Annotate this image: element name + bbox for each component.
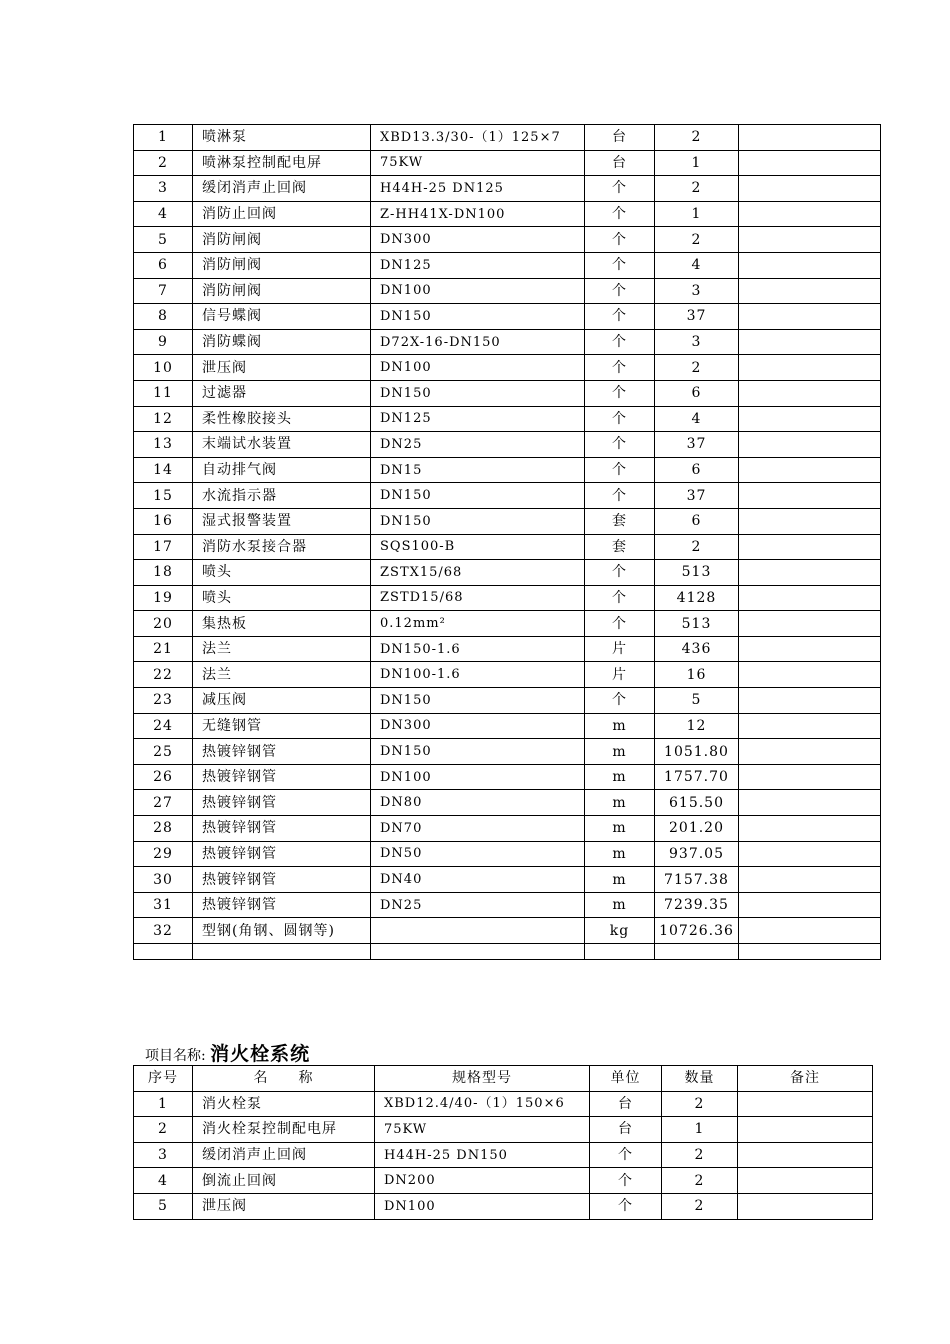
- cell-seq: 2: [134, 1117, 193, 1143]
- cell-seq: 10: [134, 355, 193, 381]
- cell-note: [739, 483, 881, 509]
- cell-unit: 个: [585, 380, 655, 406]
- cell-qty: 4: [655, 406, 739, 432]
- cell-seq: 4: [134, 201, 193, 227]
- cell-qty: 1: [655, 201, 739, 227]
- cell-qty: 37: [655, 483, 739, 509]
- cell-qty: 615.50: [655, 790, 739, 816]
- table-row: [134, 918, 881, 944]
- cell-spec: DN300: [371, 713, 585, 739]
- cell-note: [738, 1193, 873, 1219]
- cell-name: 喷淋泵: [193, 125, 371, 151]
- cell-spec: DN100: [371, 278, 585, 304]
- cell-spec: Z-HH41X-DN100: [371, 201, 585, 227]
- cell-note: [739, 406, 881, 432]
- cell-spec: DN150: [371, 304, 585, 330]
- cell-qty: 2: [655, 125, 739, 151]
- cell-note: [739, 662, 881, 688]
- cell-qty: 10726.36: [655, 918, 739, 944]
- cell-qty: 513: [655, 560, 739, 586]
- table-row: [134, 1117, 873, 1143]
- sprinkler-table-body: [134, 125, 881, 960]
- cell-spec: DN25: [371, 432, 585, 458]
- cell-unit: 个: [585, 406, 655, 432]
- cell-note: [739, 892, 881, 918]
- cell-note: [738, 1117, 873, 1143]
- cell-qty: 5: [655, 688, 739, 714]
- cell-name: 消防闸阀: [193, 227, 371, 253]
- cell-seq: 26: [134, 764, 193, 790]
- cell-name: 减压阀: [193, 688, 371, 714]
- table-row: [134, 125, 881, 151]
- cell-unit: 个: [585, 483, 655, 509]
- cell-qty: 3: [655, 278, 739, 304]
- cell-qty: [655, 944, 739, 960]
- cell-unit: 个: [585, 611, 655, 637]
- cell-qty: 6: [655, 508, 739, 534]
- cell-seq: 30: [134, 867, 193, 893]
- cell-seq: 12: [134, 406, 193, 432]
- table-row: [134, 508, 881, 534]
- cell-qty: 1: [662, 1117, 738, 1143]
- cell-qty: 2: [655, 176, 739, 202]
- cell-unit: m: [585, 841, 655, 867]
- cell-note: [739, 764, 881, 790]
- hydrant-table-body: [134, 1091, 873, 1219]
- cell-qty: 4128: [655, 585, 739, 611]
- header-seq: 序号: [134, 1066, 193, 1092]
- cell-note: [739, 585, 881, 611]
- cell-name: 喷头: [193, 585, 371, 611]
- cell-unit: 个: [585, 176, 655, 202]
- sprinkler-equipment-table: [133, 124, 881, 960]
- cell-qty: 2: [655, 227, 739, 253]
- cell-spec: SQS100-B: [371, 534, 585, 560]
- cell-qty: 1757.70: [655, 764, 739, 790]
- cell-name: 消火栓泵控制配电屏: [193, 1117, 375, 1143]
- table-row: [134, 483, 881, 509]
- table-row: [134, 304, 881, 330]
- cell-seq: 5: [134, 1193, 193, 1219]
- cell-spec: DN150-1.6: [371, 636, 585, 662]
- cell-qty: 201.20: [655, 816, 739, 842]
- cell-spec: DN150: [371, 483, 585, 509]
- table-row: [134, 1168, 873, 1194]
- cell-unit: 个: [585, 304, 655, 330]
- cell-spec: H44H-25 DN125: [371, 176, 585, 202]
- table-row: [134, 227, 881, 253]
- cell-note: [739, 252, 881, 278]
- cell-seq: 24: [134, 713, 193, 739]
- cell-note: [739, 176, 881, 202]
- cell-unit: 台: [585, 150, 655, 176]
- cell-spec: [371, 944, 585, 960]
- cell-spec: DN100-1.6: [371, 662, 585, 688]
- cell-spec: ZSTX15/68: [371, 560, 585, 586]
- cell-unit: m: [585, 892, 655, 918]
- cell-seq: 18: [134, 560, 193, 586]
- table-row: [134, 534, 881, 560]
- cell-qty: 513: [655, 611, 739, 637]
- cell-spec: 75KW: [371, 150, 585, 176]
- cell-qty: 2: [655, 355, 739, 381]
- cell-name: 湿式报警装置: [193, 508, 371, 534]
- cell-unit: 个: [590, 1193, 662, 1219]
- cell-name: 喷淋泵控制配电屏: [193, 150, 371, 176]
- hydrant-equipment-table: [133, 1065, 873, 1220]
- cell-name: 喷头: [193, 560, 371, 586]
- cell-qty: 1051.80: [655, 739, 739, 765]
- cell-name: 泄压阀: [193, 1193, 375, 1219]
- cell-seq: 8: [134, 304, 193, 330]
- cell-seq: 1: [134, 125, 193, 151]
- cell-note: [739, 150, 881, 176]
- cell-unit: 个: [585, 278, 655, 304]
- cell-unit: 个: [585, 585, 655, 611]
- cell-seq: 19: [134, 585, 193, 611]
- cell-seq: 17: [134, 534, 193, 560]
- cell-spec: D72X-16-DN150: [371, 329, 585, 355]
- cell-qty: 2: [662, 1168, 738, 1194]
- cell-note: [739, 713, 881, 739]
- cell-name: 热镀锌钢管: [193, 816, 371, 842]
- cell-spec: DN100: [371, 764, 585, 790]
- table-row: [134, 150, 881, 176]
- cell-note: [739, 867, 881, 893]
- cell-seq: 3: [134, 176, 193, 202]
- cell-qty: 7239.35: [655, 892, 739, 918]
- cell-spec: DN15: [371, 457, 585, 483]
- cell-qty: 937.05: [655, 841, 739, 867]
- cell-spec: H44H-25 DN150: [375, 1142, 590, 1168]
- cell-seq: 3: [134, 1142, 193, 1168]
- cell-spec: DN50: [371, 841, 585, 867]
- cell-spec: DN125: [371, 252, 585, 278]
- cell-seq: 2: [134, 150, 193, 176]
- cell-seq: 23: [134, 688, 193, 714]
- cell-seq: 25: [134, 739, 193, 765]
- cell-qty: 7157.38: [655, 867, 739, 893]
- cell-unit: 个: [585, 329, 655, 355]
- cell-spec: DN300: [371, 227, 585, 253]
- cell-spec: DN200: [375, 1168, 590, 1194]
- table-header-row: [134, 1066, 873, 1092]
- cell-unit: kg: [585, 918, 655, 944]
- table-row: [134, 560, 881, 586]
- cell-name: [193, 944, 371, 960]
- cell-note: [739, 534, 881, 560]
- cell-seq: 6: [134, 252, 193, 278]
- cell-name: 过滤器: [193, 380, 371, 406]
- table-row: [134, 201, 881, 227]
- cell-name: 消火栓泵: [193, 1091, 375, 1117]
- cell-name: 消防止回阀: [193, 201, 371, 227]
- cell-qty: 4: [655, 252, 739, 278]
- cell-note: [739, 636, 881, 662]
- table-row: [134, 278, 881, 304]
- cell-seq: 20: [134, 611, 193, 637]
- cell-note: [739, 432, 881, 458]
- project-name-label: 项目名称:: [145, 1048, 206, 1064]
- cell-note: [739, 125, 881, 151]
- cell-spec: DN40: [371, 867, 585, 893]
- table-row: [134, 1142, 873, 1168]
- cell-unit: m: [585, 816, 655, 842]
- cell-unit: 个: [585, 252, 655, 278]
- cell-name: 消防闸阀: [193, 252, 371, 278]
- header-unit: 单位: [590, 1066, 662, 1092]
- cell-seq: 22: [134, 662, 193, 688]
- cell-note: [739, 508, 881, 534]
- cell-spec: 0.12mm²: [371, 611, 585, 637]
- header-note: 备注: [738, 1066, 873, 1092]
- cell-unit: 个: [590, 1142, 662, 1168]
- cell-seq: 1: [134, 1091, 193, 1117]
- cell-seq: 29: [134, 841, 193, 867]
- cell-seq: 9: [134, 329, 193, 355]
- cell-unit: 个: [585, 560, 655, 586]
- cell-qty: 6: [655, 380, 739, 406]
- project-name-value: 消火栓系统: [210, 1043, 311, 1065]
- cell-note: [739, 278, 881, 304]
- header-name: 名 称: [193, 1066, 375, 1092]
- cell-qty: 6: [655, 457, 739, 483]
- cell-note: [738, 1168, 873, 1194]
- cell-name: 消防闸阀: [193, 278, 371, 304]
- cell-spec: [371, 918, 585, 944]
- cell-note: [739, 944, 881, 960]
- table-row: [134, 355, 881, 381]
- cell-note: [739, 457, 881, 483]
- cell-spec: DN25: [371, 892, 585, 918]
- cell-unit: m: [585, 739, 655, 765]
- cell-note: [739, 816, 881, 842]
- cell-note: [739, 355, 881, 381]
- cell-seq: 4: [134, 1168, 193, 1194]
- cell-qty: 12: [655, 713, 739, 739]
- table-row: [134, 892, 881, 918]
- table-row: [134, 867, 881, 893]
- table-row: [134, 662, 881, 688]
- cell-unit: 片: [585, 662, 655, 688]
- cell-name: 消防水泵接合器: [193, 534, 371, 560]
- cell-note: [739, 329, 881, 355]
- cell-unit: 台: [590, 1091, 662, 1117]
- cell-name: 信号蝶阀: [193, 304, 371, 330]
- cell-spec: DN150: [371, 739, 585, 765]
- cell-unit: m: [585, 790, 655, 816]
- cell-note: [738, 1091, 873, 1117]
- table-row: [134, 764, 881, 790]
- cell-note: [739, 688, 881, 714]
- cell-unit: m: [585, 713, 655, 739]
- cell-spec: DN100: [375, 1193, 590, 1219]
- cell-qty: 436: [655, 636, 739, 662]
- cell-note: [739, 841, 881, 867]
- cell-spec: 75KW: [375, 1117, 590, 1143]
- cell-name: 无缝钢管: [193, 713, 371, 739]
- cell-note: [739, 227, 881, 253]
- cell-unit: 个: [585, 688, 655, 714]
- table-row: [134, 380, 881, 406]
- cell-note: [739, 201, 881, 227]
- cell-qty: 2: [662, 1091, 738, 1117]
- cell-name: 热镀锌钢管: [193, 892, 371, 918]
- table-row: [134, 406, 881, 432]
- cell-name: 热镀锌钢管: [193, 841, 371, 867]
- cell-unit: 个: [590, 1168, 662, 1194]
- table-row: [134, 790, 881, 816]
- table-row: [134, 841, 881, 867]
- cell-spec: DN80: [371, 790, 585, 816]
- cell-spec: XBD12.4/40-（1）150×6: [375, 1091, 590, 1117]
- cell-seq: 32: [134, 918, 193, 944]
- cell-spec: DN150: [371, 688, 585, 714]
- cell-name: 热镀锌钢管: [193, 739, 371, 765]
- cell-spec: DN70: [371, 816, 585, 842]
- cell-qty: 2: [662, 1142, 738, 1168]
- cell-seq: 11: [134, 380, 193, 406]
- cell-spec: DN125: [371, 406, 585, 432]
- cell-spec: DN100: [371, 355, 585, 381]
- table-row: [134, 252, 881, 278]
- cell-note: [739, 304, 881, 330]
- cell-qty: 1: [655, 150, 739, 176]
- cell-qty: 2: [662, 1193, 738, 1219]
- cell-qty: 2: [655, 534, 739, 560]
- cell-name: 热镀锌钢管: [193, 867, 371, 893]
- project-name-line: [145, 1039, 310, 1066]
- table-row: [134, 816, 881, 842]
- cell-unit: 个: [585, 432, 655, 458]
- cell-note: [739, 380, 881, 406]
- table-row: [134, 329, 881, 355]
- table-row: [134, 176, 881, 202]
- header-spec: 规格型号: [375, 1066, 590, 1092]
- cell-name: 法兰: [193, 662, 371, 688]
- cell-name: 泄压阀: [193, 355, 371, 381]
- cell-name: 柔性橡胶接头: [193, 406, 371, 432]
- cell-unit: 个: [585, 227, 655, 253]
- cell-seq: 7: [134, 278, 193, 304]
- cell-unit: 台: [590, 1117, 662, 1143]
- cell-name: 消防蝶阀: [193, 329, 371, 355]
- cell-qty: 16: [655, 662, 739, 688]
- cell-qty: 37: [655, 304, 739, 330]
- cell-note: [739, 739, 881, 765]
- cell-note: [738, 1142, 873, 1168]
- cell-unit: 套: [585, 534, 655, 560]
- cell-spec: ZSTD15/68: [371, 585, 585, 611]
- cell-seq: 21: [134, 636, 193, 662]
- table-row: [134, 688, 881, 714]
- cell-name: 水流指示器: [193, 483, 371, 509]
- cell-name: 缓闭消声止回阀: [193, 176, 371, 202]
- table-row: [134, 432, 881, 458]
- cell-seq: 27: [134, 790, 193, 816]
- cell-name: 缓闭消声止回阀: [193, 1142, 375, 1168]
- empty-row: [134, 944, 881, 960]
- cell-seq: 5: [134, 227, 193, 253]
- cell-name: 自动排气阀: [193, 457, 371, 483]
- cell-qty: 37: [655, 432, 739, 458]
- cell-note: [739, 611, 881, 637]
- table-row: [134, 636, 881, 662]
- table-row: [134, 457, 881, 483]
- cell-note: [739, 918, 881, 944]
- cell-seq: [134, 944, 193, 960]
- table-row: [134, 611, 881, 637]
- cell-name: 热镀锌钢管: [193, 790, 371, 816]
- cell-note: [739, 790, 881, 816]
- cell-name: 型钢(角钢、圆钢等): [193, 918, 371, 944]
- cell-unit: 个: [585, 201, 655, 227]
- table-row: [134, 1193, 873, 1219]
- cell-name: 集热板: [193, 611, 371, 637]
- cell-unit: 台: [585, 125, 655, 151]
- cell-spec: XBD13.3/30-（1）125×7: [371, 125, 585, 151]
- cell-note: [739, 560, 881, 586]
- cell-name: 法兰: [193, 636, 371, 662]
- table-row: [134, 585, 881, 611]
- cell-seq: 13: [134, 432, 193, 458]
- cell-unit: 个: [585, 457, 655, 483]
- cell-seq: 14: [134, 457, 193, 483]
- cell-name: 末端试水装置: [193, 432, 371, 458]
- table-row: [134, 713, 881, 739]
- cell-unit: m: [585, 867, 655, 893]
- cell-seq: 31: [134, 892, 193, 918]
- cell-unit: 个: [585, 355, 655, 381]
- cell-seq: 28: [134, 816, 193, 842]
- cell-unit: m: [585, 764, 655, 790]
- table-row: [134, 1091, 873, 1117]
- cell-unit: 套: [585, 508, 655, 534]
- cell-name: 热镀锌钢管: [193, 764, 371, 790]
- cell-qty: 3: [655, 329, 739, 355]
- cell-spec: DN150: [371, 380, 585, 406]
- cell-unit: [585, 944, 655, 960]
- table-row: [134, 739, 881, 765]
- cell-unit: 片: [585, 636, 655, 662]
- cell-spec: DN150: [371, 508, 585, 534]
- cell-seq: 15: [134, 483, 193, 509]
- cell-name: 倒流止回阀: [193, 1168, 375, 1194]
- header-qty: 数量: [662, 1066, 738, 1092]
- cell-seq: 16: [134, 508, 193, 534]
